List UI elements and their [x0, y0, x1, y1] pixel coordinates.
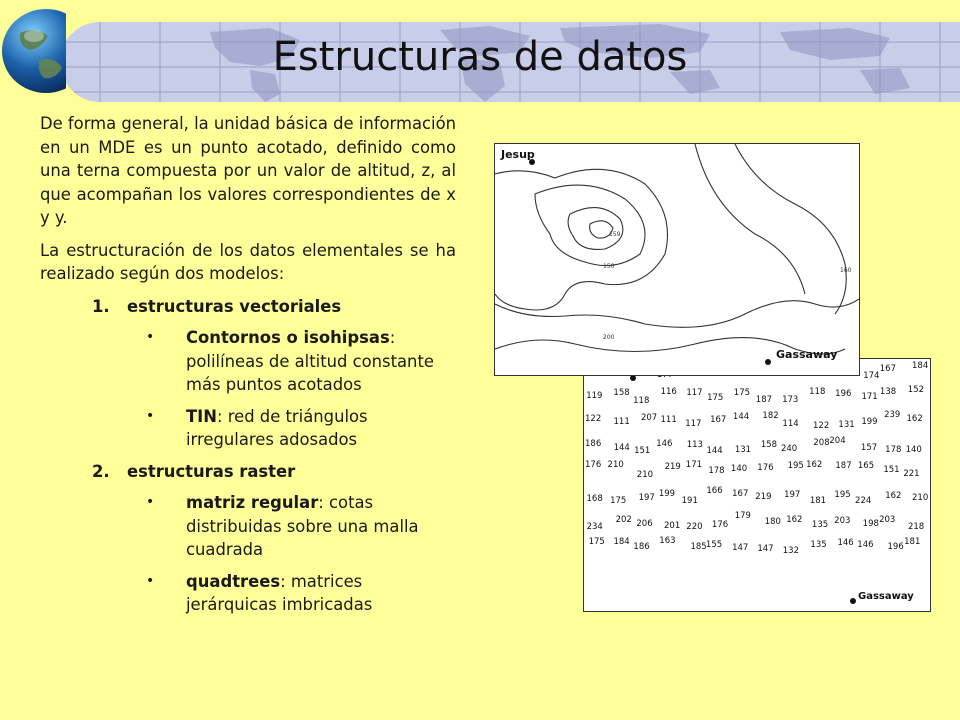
spot-height-label: 167 — [710, 414, 727, 425]
spot-height-label: 131 — [838, 419, 855, 430]
spot-height-label: 131 — [734, 445, 752, 456]
spot-height-label: 140 — [905, 444, 922, 455]
item-term: Contornos o isohipsas — [186, 328, 390, 347]
spot-height-label: 151 — [634, 446, 651, 457]
spot-height-label: 174 — [863, 370, 880, 381]
spot-height-label: 219 — [664, 461, 681, 472]
spot-height-label: 210 — [636, 469, 654, 480]
spot-height-label: 152 — [907, 385, 925, 396]
spot-height-label: 196 — [835, 389, 852, 400]
spot-height-label: 202 — [615, 515, 632, 526]
spot-height-label: 220 — [686, 522, 703, 533]
spot-height-label: 111 — [660, 415, 677, 426]
spot-height-label: 179 — [734, 511, 751, 522]
place-label-gassaway: Gassaway — [858, 591, 914, 602]
spot-height-label: 162 — [906, 413, 923, 424]
spot-height-label: 199 — [861, 417, 878, 428]
spot-height-label: 122 — [813, 421, 830, 432]
spot-height-label: 178 — [708, 465, 725, 476]
spot-height-label: 116 — [660, 386, 677, 397]
bullet-icon: • — [146, 407, 155, 424]
spot-height-label: 162 — [885, 490, 902, 501]
spot-height-label: 204 — [829, 436, 846, 447]
spot-height-label: 199 — [658, 489, 676, 500]
spot-height-label: 187 — [755, 395, 773, 406]
spot-height-label: 158 — [760, 440, 778, 451]
spot-height-label: 175 — [610, 496, 627, 507]
spot-height-label: 176 — [585, 460, 602, 471]
spot-height-label: 173 — [782, 394, 799, 405]
spot-height-label: 147 — [732, 543, 749, 554]
spot-height-label: 138 — [879, 386, 897, 397]
spot-height-label: 119 — [586, 390, 603, 401]
spot-height-label: 155 — [705, 540, 723, 551]
models-paragraph: La estructuración de los datos elementales se ha realizado según dos modelos: — [40, 240, 456, 283]
spot-height-label: 162 — [786, 514, 803, 525]
contour-map — [494, 143, 860, 376]
spot-height-label: 117 — [685, 419, 702, 430]
model-label: estructuras vectoriales — [127, 296, 342, 316]
spot-height-label: 191 — [681, 495, 698, 506]
list-item — [144, 326, 456, 397]
spot-height-label: 147 — [757, 544, 774, 555]
spot-height-label: 158 — [613, 387, 630, 398]
slide-body — [40, 112, 456, 625]
spot-height-label: 175 — [588, 537, 605, 548]
spot-height-label: 184 — [912, 361, 929, 372]
item-desc: : cotas distribuidas sobre una malla cuadrada — [186, 493, 419, 559]
item-term: matriz regular — [186, 493, 319, 512]
spot-heights-map — [583, 358, 931, 612]
spot-height-label: 113 — [686, 439, 703, 450]
spot-height-label: 186 — [585, 439, 602, 450]
item-term: TIN — [186, 406, 217, 426]
spot-height-label: 234 — [586, 521, 603, 532]
spot-height-label: 117 — [686, 388, 703, 399]
item-term: quadtrees — [186, 571, 281, 591]
spot-height-label: 176 — [757, 463, 774, 474]
spot-height-label: 146 — [656, 438, 673, 449]
spot-height-label: 111 — [613, 417, 630, 428]
spot-height-label: 181 — [904, 537, 921, 548]
spot-height-label: 218 — [907, 522, 925, 533]
spot-height-label: 195 — [787, 461, 804, 472]
model-heading-vector — [92, 295, 456, 319]
spot-height-label: 135 — [810, 540, 827, 551]
spot-height-label: 181 — [809, 495, 827, 506]
spot-height-label: 118 — [633, 396, 650, 407]
spot-height-label: 165 — [857, 461, 875, 472]
spot-height-label: 144 — [613, 443, 630, 454]
spot-height-label: 187 — [835, 460, 852, 471]
intro-paragraph: De forma general, la unidad básica de información en un MDE es un punto acotado, definido como una terna compuesta por un valor de altitud, z, al que acompañan los valores correspondientes de x y y. — [40, 114, 456, 227]
contour-label: 150 — [603, 263, 615, 270]
spot-height-label: 210 — [912, 493, 929, 504]
bullet-icon: • — [146, 572, 155, 589]
spot-height-label: 144 — [706, 446, 723, 457]
model-number: 2. — [92, 461, 110, 481]
spot-height-label: 240 — [780, 444, 798, 455]
spot-height-label: 151 — [883, 464, 900, 475]
spot-height-label: 184 — [613, 537, 630, 548]
slide-title: Estructuras de datos — [272, 34, 688, 80]
spot-height-label: 166 — [706, 485, 723, 496]
spot-height-label: 167 — [732, 488, 749, 499]
spot-height-label: 239 — [884, 409, 901, 420]
spot-height-label: 167 — [879, 364, 896, 375]
spot-height-label: 146 — [857, 540, 874, 551]
model-number: 1. — [92, 296, 110, 316]
spot-height-label: 195 — [834, 490, 851, 501]
model-heading-raster — [92, 460, 456, 484]
spot-height-label: 208 — [813, 437, 830, 448]
spot-height-label: 171 — [685, 460, 703, 471]
place-label-gassaway: Gassaway — [776, 348, 838, 361]
bullet-icon: • — [146, 329, 155, 345]
spot-height-label: 197 — [638, 492, 655, 503]
spot-height-label: 206 — [636, 518, 653, 529]
spot-height-label: 185 — [690, 541, 707, 552]
spot-height-label: 175 — [707, 393, 724, 404]
spot-height-label: 171 — [861, 392, 878, 403]
spot-height-label: 210 — [607, 460, 624, 471]
list-item — [144, 570, 456, 617]
spot-height-label: 163 — [659, 535, 676, 546]
item-desc: : red de triángulos irregulares adosados — [186, 406, 368, 449]
spot-height-label: 198 — [862, 518, 879, 529]
spot-height-label: 168 — [586, 493, 603, 504]
contour-label: 160 — [840, 267, 852, 274]
item-desc: : polilíneas de altitud constante más puntos acotados — [186, 328, 434, 394]
spot-height-label: 118 — [809, 387, 826, 398]
spot-height-label: 221 — [903, 468, 920, 479]
spot-height-label: 186 — [633, 541, 650, 552]
spot-height-label: 157 — [860, 442, 878, 453]
spot-height-label: 132 — [782, 546, 799, 557]
spot-height-label: 182 — [762, 410, 779, 421]
spot-height-label: 207 — [640, 413, 658, 424]
list-item — [144, 491, 456, 562]
contour-label: 159 — [609, 231, 621, 238]
spot-height-label: 219 — [755, 492, 772, 503]
spot-height-label: 224 — [855, 495, 872, 506]
place-label-jesup: Jesup — [501, 148, 535, 161]
spot-height-label: 144 — [732, 412, 750, 423]
contour-label: 200 — [603, 334, 615, 341]
spot-height-label: 180 — [764, 516, 781, 527]
list-item — [144, 405, 456, 452]
item-desc: : matrices jerárquicas imbricadas — [186, 571, 373, 614]
spot-height-label: 203 — [879, 514, 896, 525]
spot-height-label: 196 — [887, 542, 904, 553]
spot-height-label: 176 — [711, 520, 729, 531]
spot-height-label: 197 — [784, 489, 801, 500]
spot-height-label: 203 — [834, 515, 851, 526]
location-dot — [850, 598, 856, 604]
spot-height-label: 122 — [585, 414, 602, 425]
bullet-icon: • — [146, 494, 155, 510]
spot-height-label: 140 — [730, 464, 748, 475]
spot-height-label: 162 — [806, 459, 823, 470]
spot-height-label: 114 — [782, 418, 799, 429]
model-label: estructuras raster — [127, 461, 296, 481]
spot-height-label: 146 — [837, 537, 854, 548]
contour-lines — [495, 144, 859, 375]
spot-height-label: 135 — [811, 519, 829, 530]
spot-height-label: 178 — [885, 445, 902, 456]
spot-height-label: 175 — [733, 388, 751, 399]
spot-height-label: 201 — [664, 521, 681, 532]
